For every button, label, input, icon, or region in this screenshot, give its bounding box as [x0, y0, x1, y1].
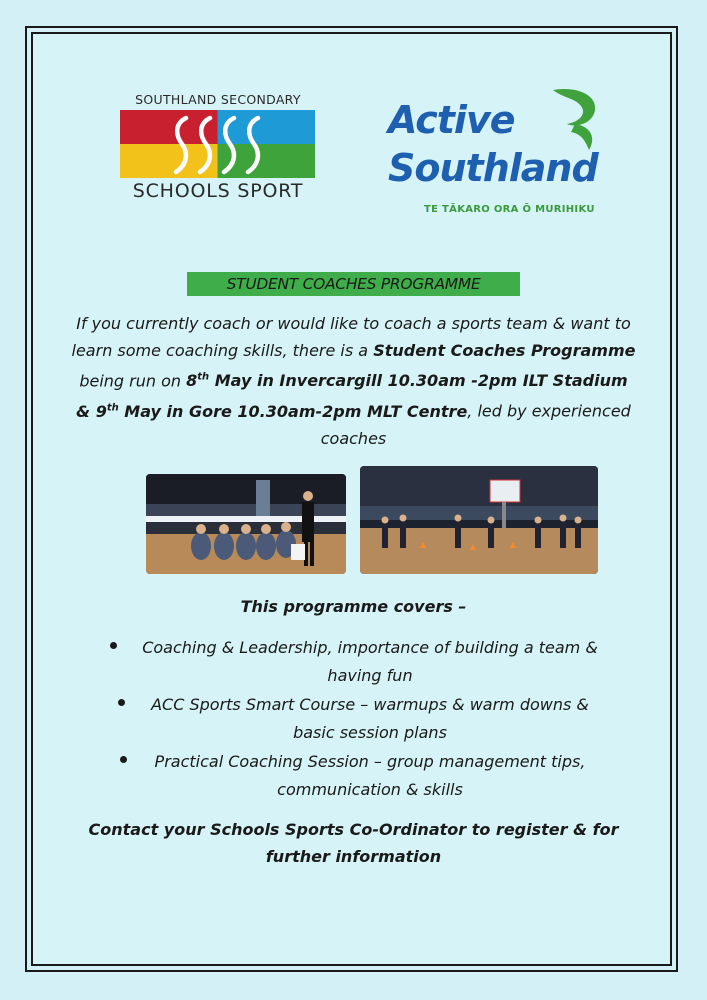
southland-secondary-schools-sport-logo: [118, 92, 318, 212]
intro-text-1: If you currently coach or would like to coach a sports team & want to learn some coaching skills, there is a: [71, 314, 631, 360]
list-item-line-1: Coaching & Leadership, importance of building a team &: [142, 638, 598, 657]
intro-text-3: , led by experienced coaches: [320, 401, 631, 448]
list-item-line-2: having fun: [327, 666, 413, 685]
coaches-seated-photo: [146, 474, 346, 574]
list-item-line-2: communication & skills: [277, 780, 463, 799]
page-title: STUDENT COACHES PROGRAMME: [187, 272, 520, 296]
ssss-color-blocks-icon: [120, 110, 315, 178]
intro-text-2: being run on: [79, 371, 187, 391]
contact-line-1: Contact your Schools Sports Co-Ordinator to register & for: [88, 820, 619, 839]
contact-line-2: further information: [265, 847, 442, 866]
bullet-icon: [110, 642, 117, 649]
list-item-line-1: Practical Coaching Session – group management tips,: [154, 752, 586, 771]
list-item: [100, 634, 640, 690]
intro-venue-2: May in Gore 10.30am-2pm MLT Centre: [118, 401, 468, 421]
ssss-logo-bottom-text: SCHOOLS SPORT: [132, 180, 304, 202]
intro-date-1-suffix: th: [197, 372, 210, 383]
covers-list: [100, 634, 640, 805]
list-item-line-1: ACC Sports Smart Course – warmups & warm downs &: [151, 695, 589, 714]
intro-date-1: 8: [186, 371, 198, 391]
intro-venue-1: May in Invercargill 10.30am -2pm ILT Stadium & 9: [76, 371, 628, 421]
active-southland-logo: [380, 84, 614, 224]
active-logo-word-southland: Southland: [388, 146, 598, 190]
bullet-icon: [120, 756, 127, 763]
list-item: [100, 748, 640, 804]
swirl-icon: [545, 84, 605, 154]
intro-paragraph: [70, 310, 637, 452]
active-logo-word-active: Active: [388, 98, 515, 142]
covers-heading: This programme covers –: [240, 597, 467, 616]
intro-date-2-suffix: th: [106, 402, 119, 414]
list-item: [100, 691, 640, 747]
intro-programme-name: Student Coaches Programme: [373, 341, 636, 360]
ssss-logo-top-text: SOUTHLAND SECONDARY: [135, 92, 301, 107]
active-logo-tagline: TE TĀKARO ORA Ō MURIHIKU: [424, 204, 595, 215]
contact-note: [70, 816, 637, 870]
coaching-session-court-photo: [360, 466, 598, 574]
list-item-line-2: basic session plans: [293, 723, 447, 742]
bullet-icon: [118, 699, 125, 706]
